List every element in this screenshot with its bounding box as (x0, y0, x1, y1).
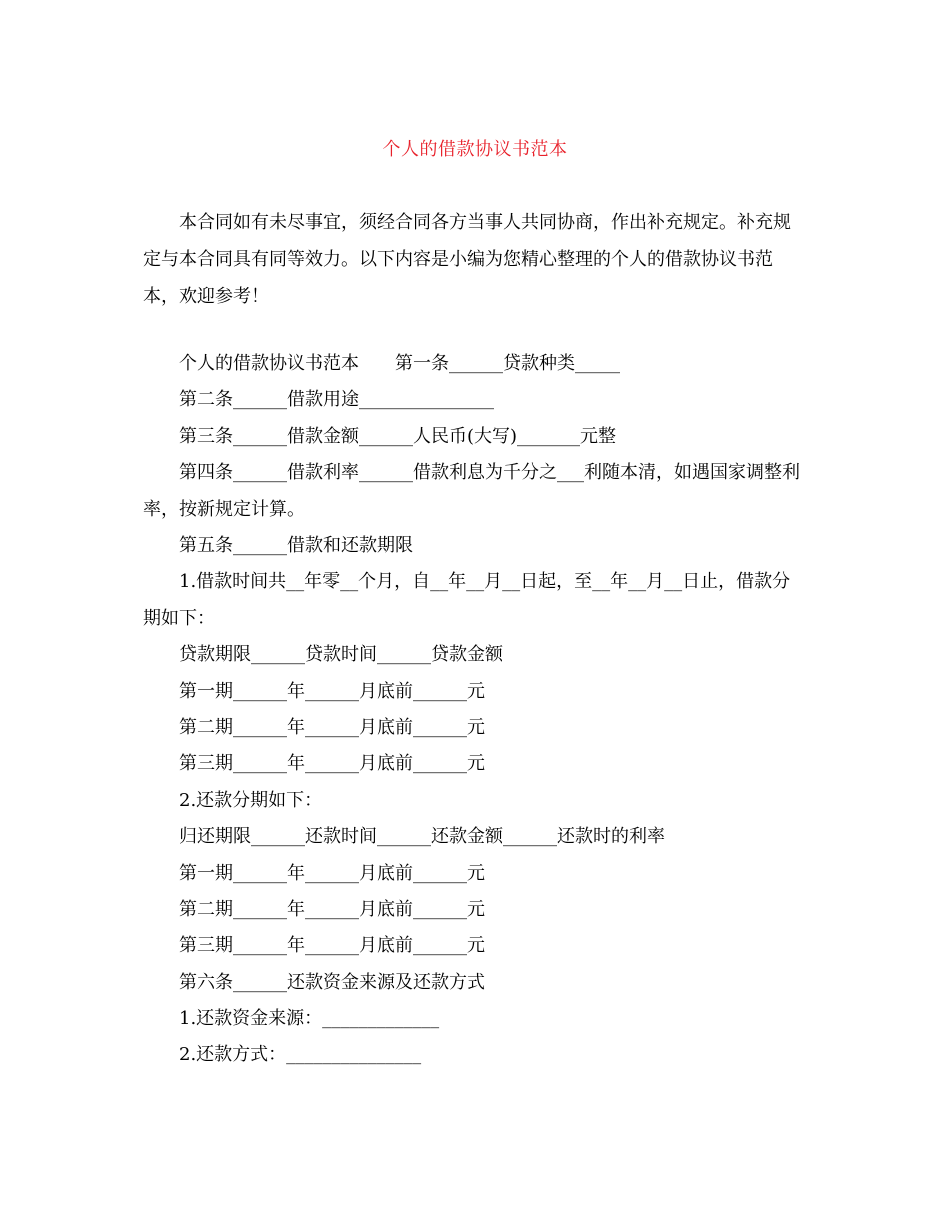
clause-line: 第六条______还款资金来源及还款方式 (179, 971, 485, 993)
clause-line: 第一期______年______月底前______元 (179, 680, 485, 702)
clause-line: 归还期限______还款时间______还款金额______还款时的利率 (179, 826, 665, 848)
clause-line: 2.还款方式：_______________ (179, 1044, 422, 1066)
contract-clauses (143, 346, 808, 1074)
clause-line: 第一期______年______月底前______元 (179, 862, 485, 884)
clause-line: 个人的借款协议书范本 第一条______贷款种类_____ (179, 353, 620, 374)
clause-line: 第四条______借款利率______借款利息为千分之___利随本清，如遇国家调整利率，按新规定计算。 (143, 462, 800, 520)
clause-line: 第五条______借款和还款期限 (179, 534, 413, 556)
clause-line: 第三期______年______月底前______元 (179, 935, 485, 957)
clause-line: 2.还款分期如下： (179, 789, 323, 811)
clause-line: 第二期______年______月底前______元 (179, 898, 485, 920)
clause-line: 第三条______借款金额______人民币(大写)_______元整 (179, 425, 617, 447)
clause-line: 贷款期限______贷款时间______贷款金额 (179, 644, 503, 666)
clause-line: 1.还款资金来源：_____________ (179, 1008, 440, 1030)
clause-line: 1.借款时间共__年零__个月，自__年__月__日起，至__年__月__日止，借款分期如下： (143, 571, 791, 629)
clause-line: 第二期______年______月底前______元 (179, 716, 485, 738)
clause-line: 第二条______借款用途_______________ (179, 389, 494, 411)
clause-line: 第三期______年______月底前______元 (179, 753, 485, 775)
document-title: 个人的借款协议书范本 (382, 139, 568, 160)
intro-paragraph: 本合同如有未尽事宜，须经合同各方当事人共同协商，作出补充规定。补充规定与本合同具有同等效力。以下内容是小编为您精心整理的个人的借款协议书范本，欢迎参考！ (143, 212, 791, 307)
